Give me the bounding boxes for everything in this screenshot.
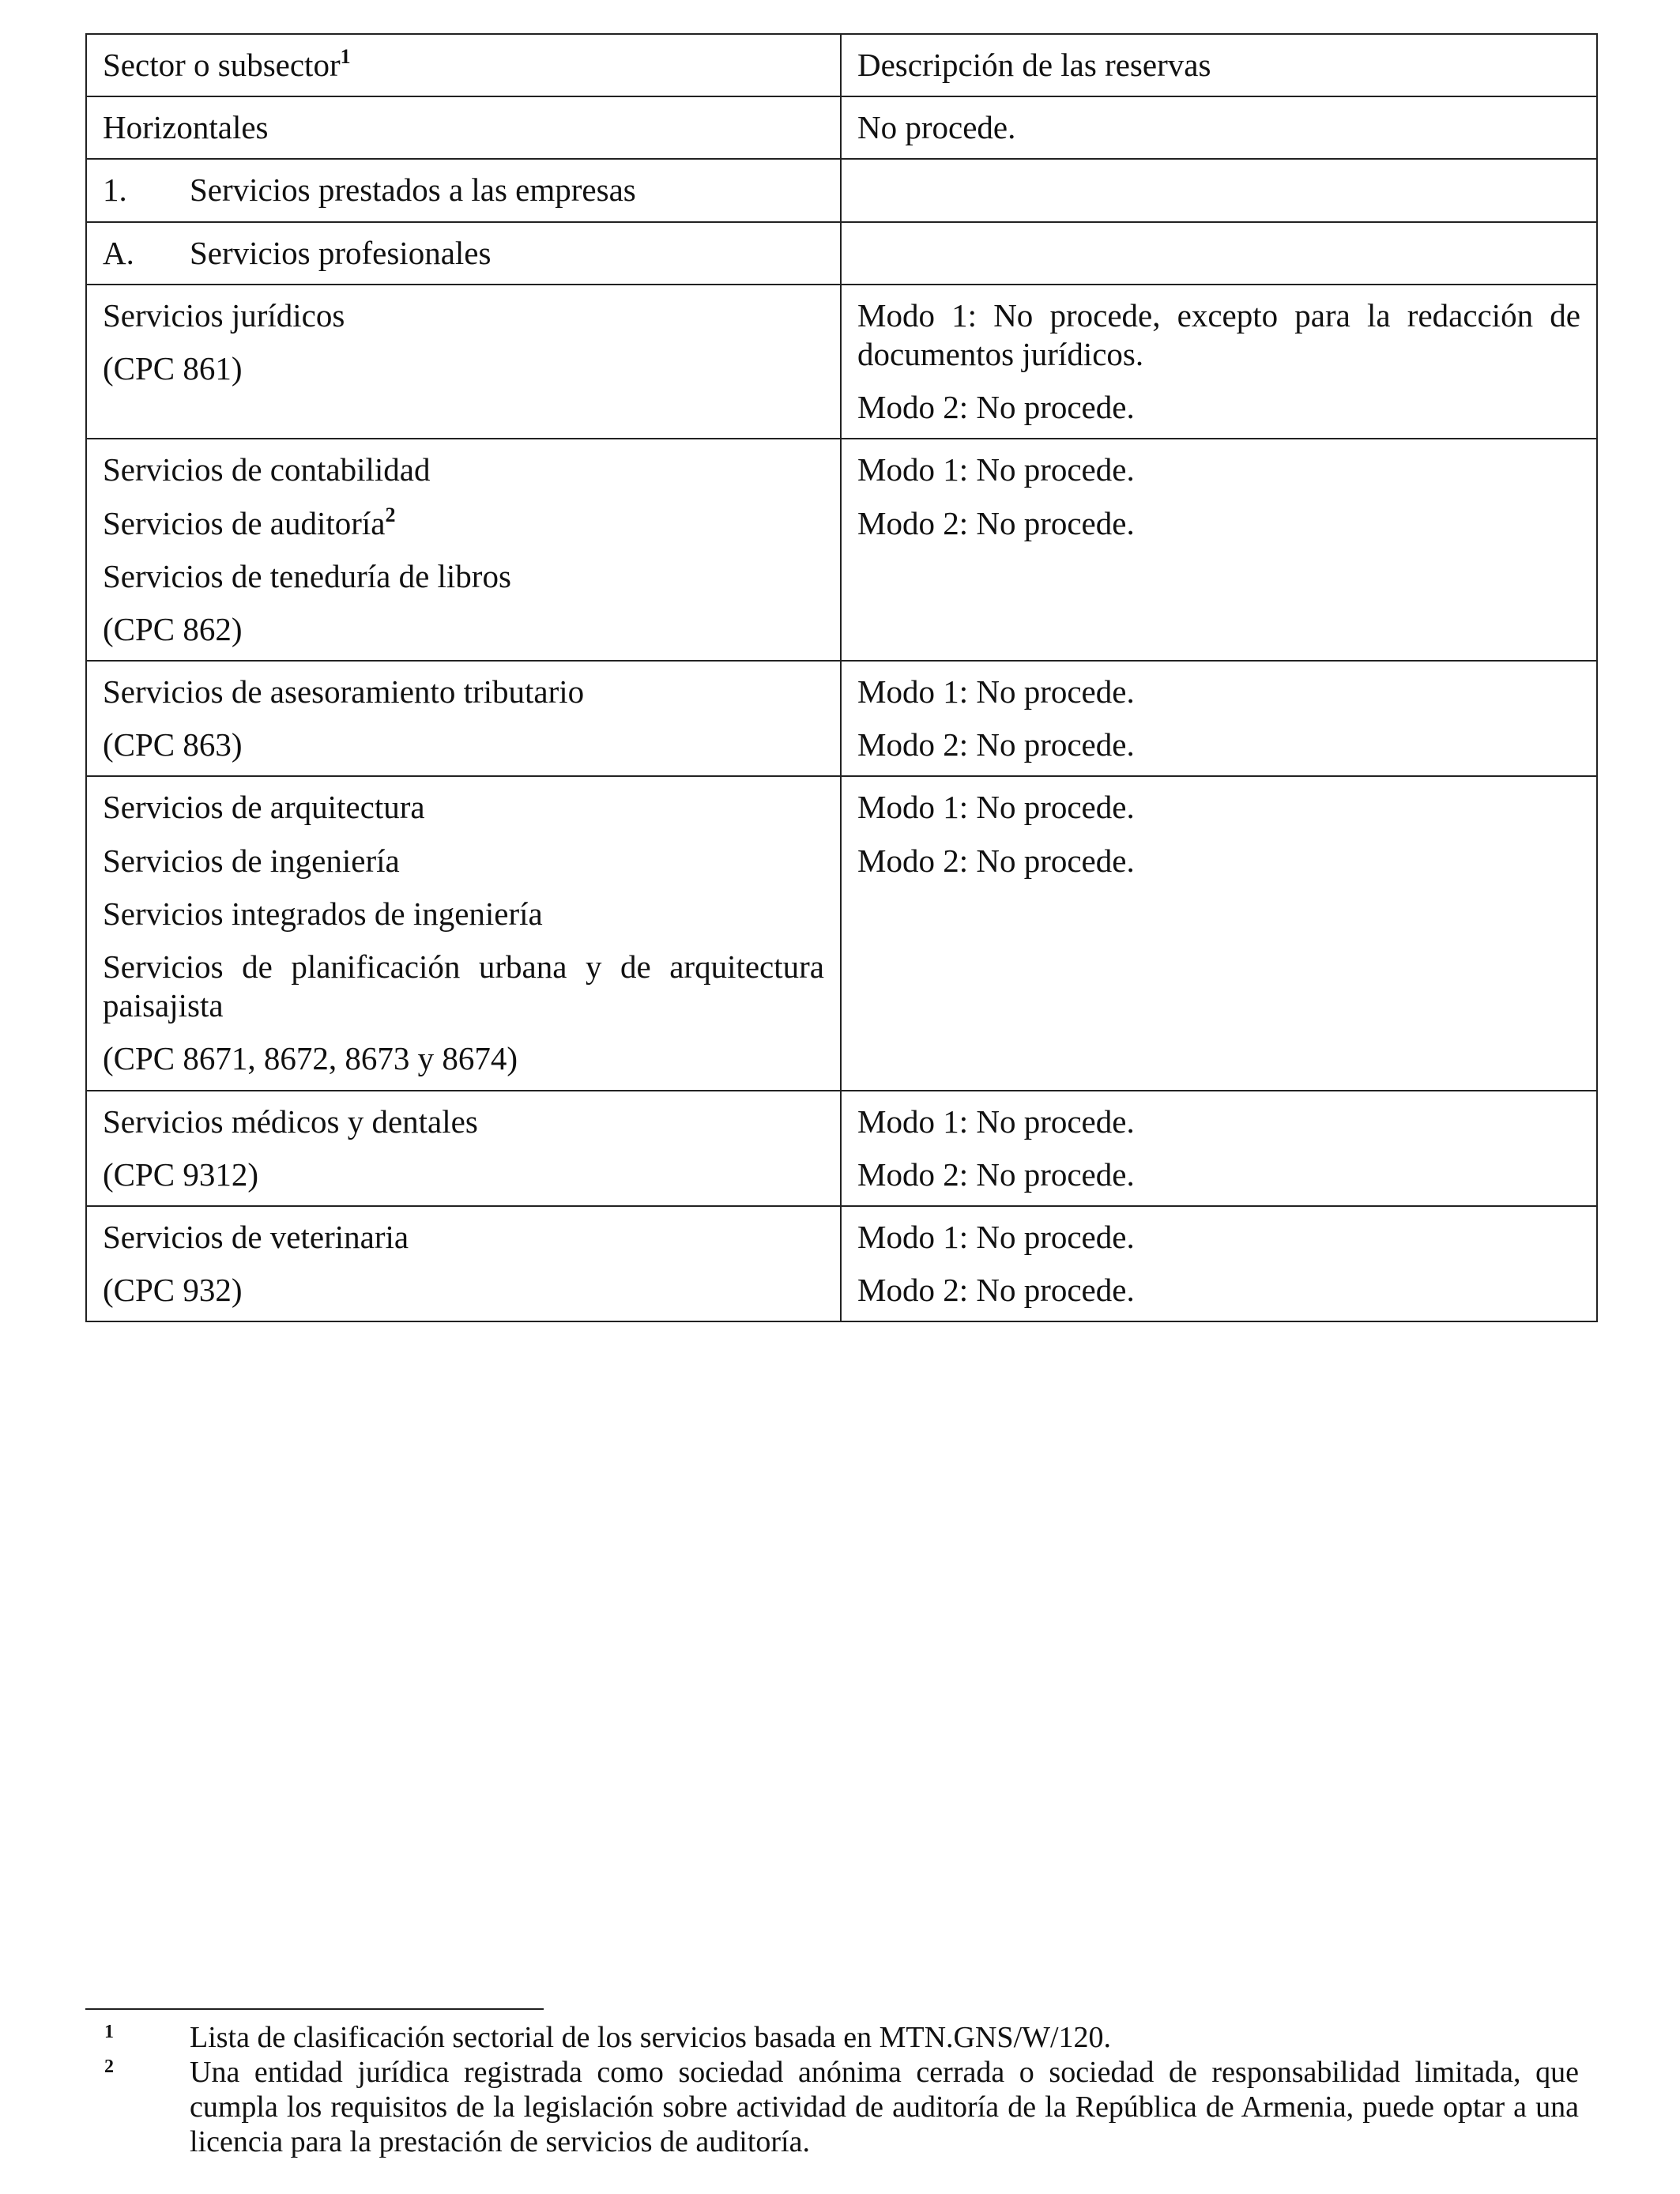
mode-2-text: Modo 2: No procede. [857, 726, 1135, 763]
sector-cell [86, 1091, 841, 1206]
table-row-section-a [86, 222, 1597, 285]
sector-cell [86, 776, 841, 1090]
table-row [86, 1091, 1597, 1206]
sector-cell [86, 285, 841, 439]
description-cell [841, 96, 1597, 159]
footnote-ref-2: 2 [385, 503, 396, 526]
empty-cell [841, 159, 1597, 221]
mode-2-text: Modo 2: No procede. [857, 842, 1135, 879]
description-cell [841, 439, 1597, 661]
description-cell [841, 776, 1597, 1090]
mode-1-text: Modo 1: No procede. [857, 789, 1135, 826]
mode-1-text: Modo 1: No procede. [857, 1103, 1135, 1140]
sector-line: Servicios jurídicos [103, 296, 345, 334]
mode-1-text: Modo 1: No procede. [857, 451, 1135, 488]
sector-line: Servicios integrados de ingeniería [103, 895, 543, 932]
table-row [86, 661, 1597, 776]
subsection-letter: A. [103, 234, 134, 271]
header-sector-cell [86, 34, 841, 96]
sector-line: Servicios de planificación urbana y de arquitectura paisajista [103, 948, 824, 1024]
footnote-text: Lista de clasificación sectorial de los servicios basada en MTN.GNS/W/120. [190, 2021, 1112, 2054]
header-sector-label: Sector o subsector [103, 47, 341, 83]
section-heading-cell [86, 159, 841, 221]
description-text: No procede. [857, 109, 1016, 146]
subsection-heading-cell [86, 222, 841, 285]
description-cell [841, 661, 1597, 776]
sector-line: Servicios de contabilidad [103, 451, 431, 488]
table-row-horizontales [86, 96, 1597, 159]
mode-2-text: Modo 2: No procede. [857, 504, 1135, 541]
cpc-code: (CPC 863) [103, 726, 243, 763]
table-row [86, 776, 1597, 1090]
footnote-text: Una entidad jurídica registrada como sociedad anónima cerrada o sociedad de responsabilidad limitada, que cumpla los requisitos de la legislación sobre actividad de auditoría de la República de Armenia, puede optar a una licencia para la prestación de servicios de auditoría. [190, 2056, 1579, 2159]
footnote-ref-1: 1 [340, 45, 351, 68]
cpc-code: (CPC 8671, 8672, 8673 y 8674) [103, 1040, 518, 1077]
footnotes [85, 2020, 1579, 2159]
footnote-mark: 1 [104, 2022, 114, 2042]
cpc-code: (CPC 932) [103, 1272, 243, 1309]
sector-line-auditoria [103, 504, 824, 543]
footnote-1 [85, 2020, 1579, 2055]
table-row-section-1 [86, 159, 1597, 221]
header-description-cell [841, 34, 1597, 96]
mode-2-text: Modo 2: No procede. [857, 1272, 1135, 1309]
description-cell [841, 1091, 1597, 1206]
mode-1-text: Modo 1: No procede. [857, 673, 1135, 711]
sector-text: Horizontales [103, 109, 269, 146]
mode-1-text: Modo 1: No procede, excepto para la redacción de documentos jurídicos. [857, 296, 1580, 372]
empty-cell [841, 222, 1597, 285]
description-cell [841, 285, 1597, 439]
mode-1-text: Modo 1: No procede. [857, 1218, 1135, 1255]
mode-2-text: Modo 2: No procede. [857, 1155, 1135, 1193]
cpc-code: (CPC 9312) [103, 1155, 259, 1193]
sector-cell [86, 1206, 841, 1321]
table-row [86, 285, 1597, 439]
description-cell [841, 1206, 1597, 1321]
mode-2-text: Modo 2: No procede. [857, 389, 1135, 426]
sector-line: Servicios de arquitectura [103, 789, 425, 826]
sector-cell [86, 439, 841, 661]
cpc-code: (CPC 861) [103, 349, 243, 386]
section-number: 1. [103, 172, 127, 209]
sector-line: Servicios de asesoramiento tributario [103, 673, 585, 711]
footnote-2 [85, 2055, 1579, 2159]
sector-cell [86, 96, 841, 159]
table-row [86, 1206, 1597, 1321]
sector-line: Servicios de teneduría de libros [103, 557, 511, 594]
sector-line: Servicios médicos y dentales [103, 1103, 478, 1140]
subsection-title: Servicios profesionales [190, 234, 492, 271]
header-description-label: Descripción de las reservas [857, 47, 1211, 83]
section-title: Servicios prestados a las empresas [190, 172, 636, 209]
cpc-code: (CPC 862) [103, 610, 243, 647]
sector-line: Servicios de veterinaria [103, 1218, 409, 1255]
reservations-table [85, 33, 1598, 1322]
footnote-separator [85, 2008, 544, 2010]
footnote-mark: 2 [104, 2056, 114, 2078]
table-row [86, 439, 1597, 661]
table-header-row [86, 34, 1597, 96]
sector-line: Servicios de ingeniería [103, 842, 400, 879]
sector-cell [86, 661, 841, 776]
sector-line-text: Servicios de auditoría [103, 504, 386, 541]
